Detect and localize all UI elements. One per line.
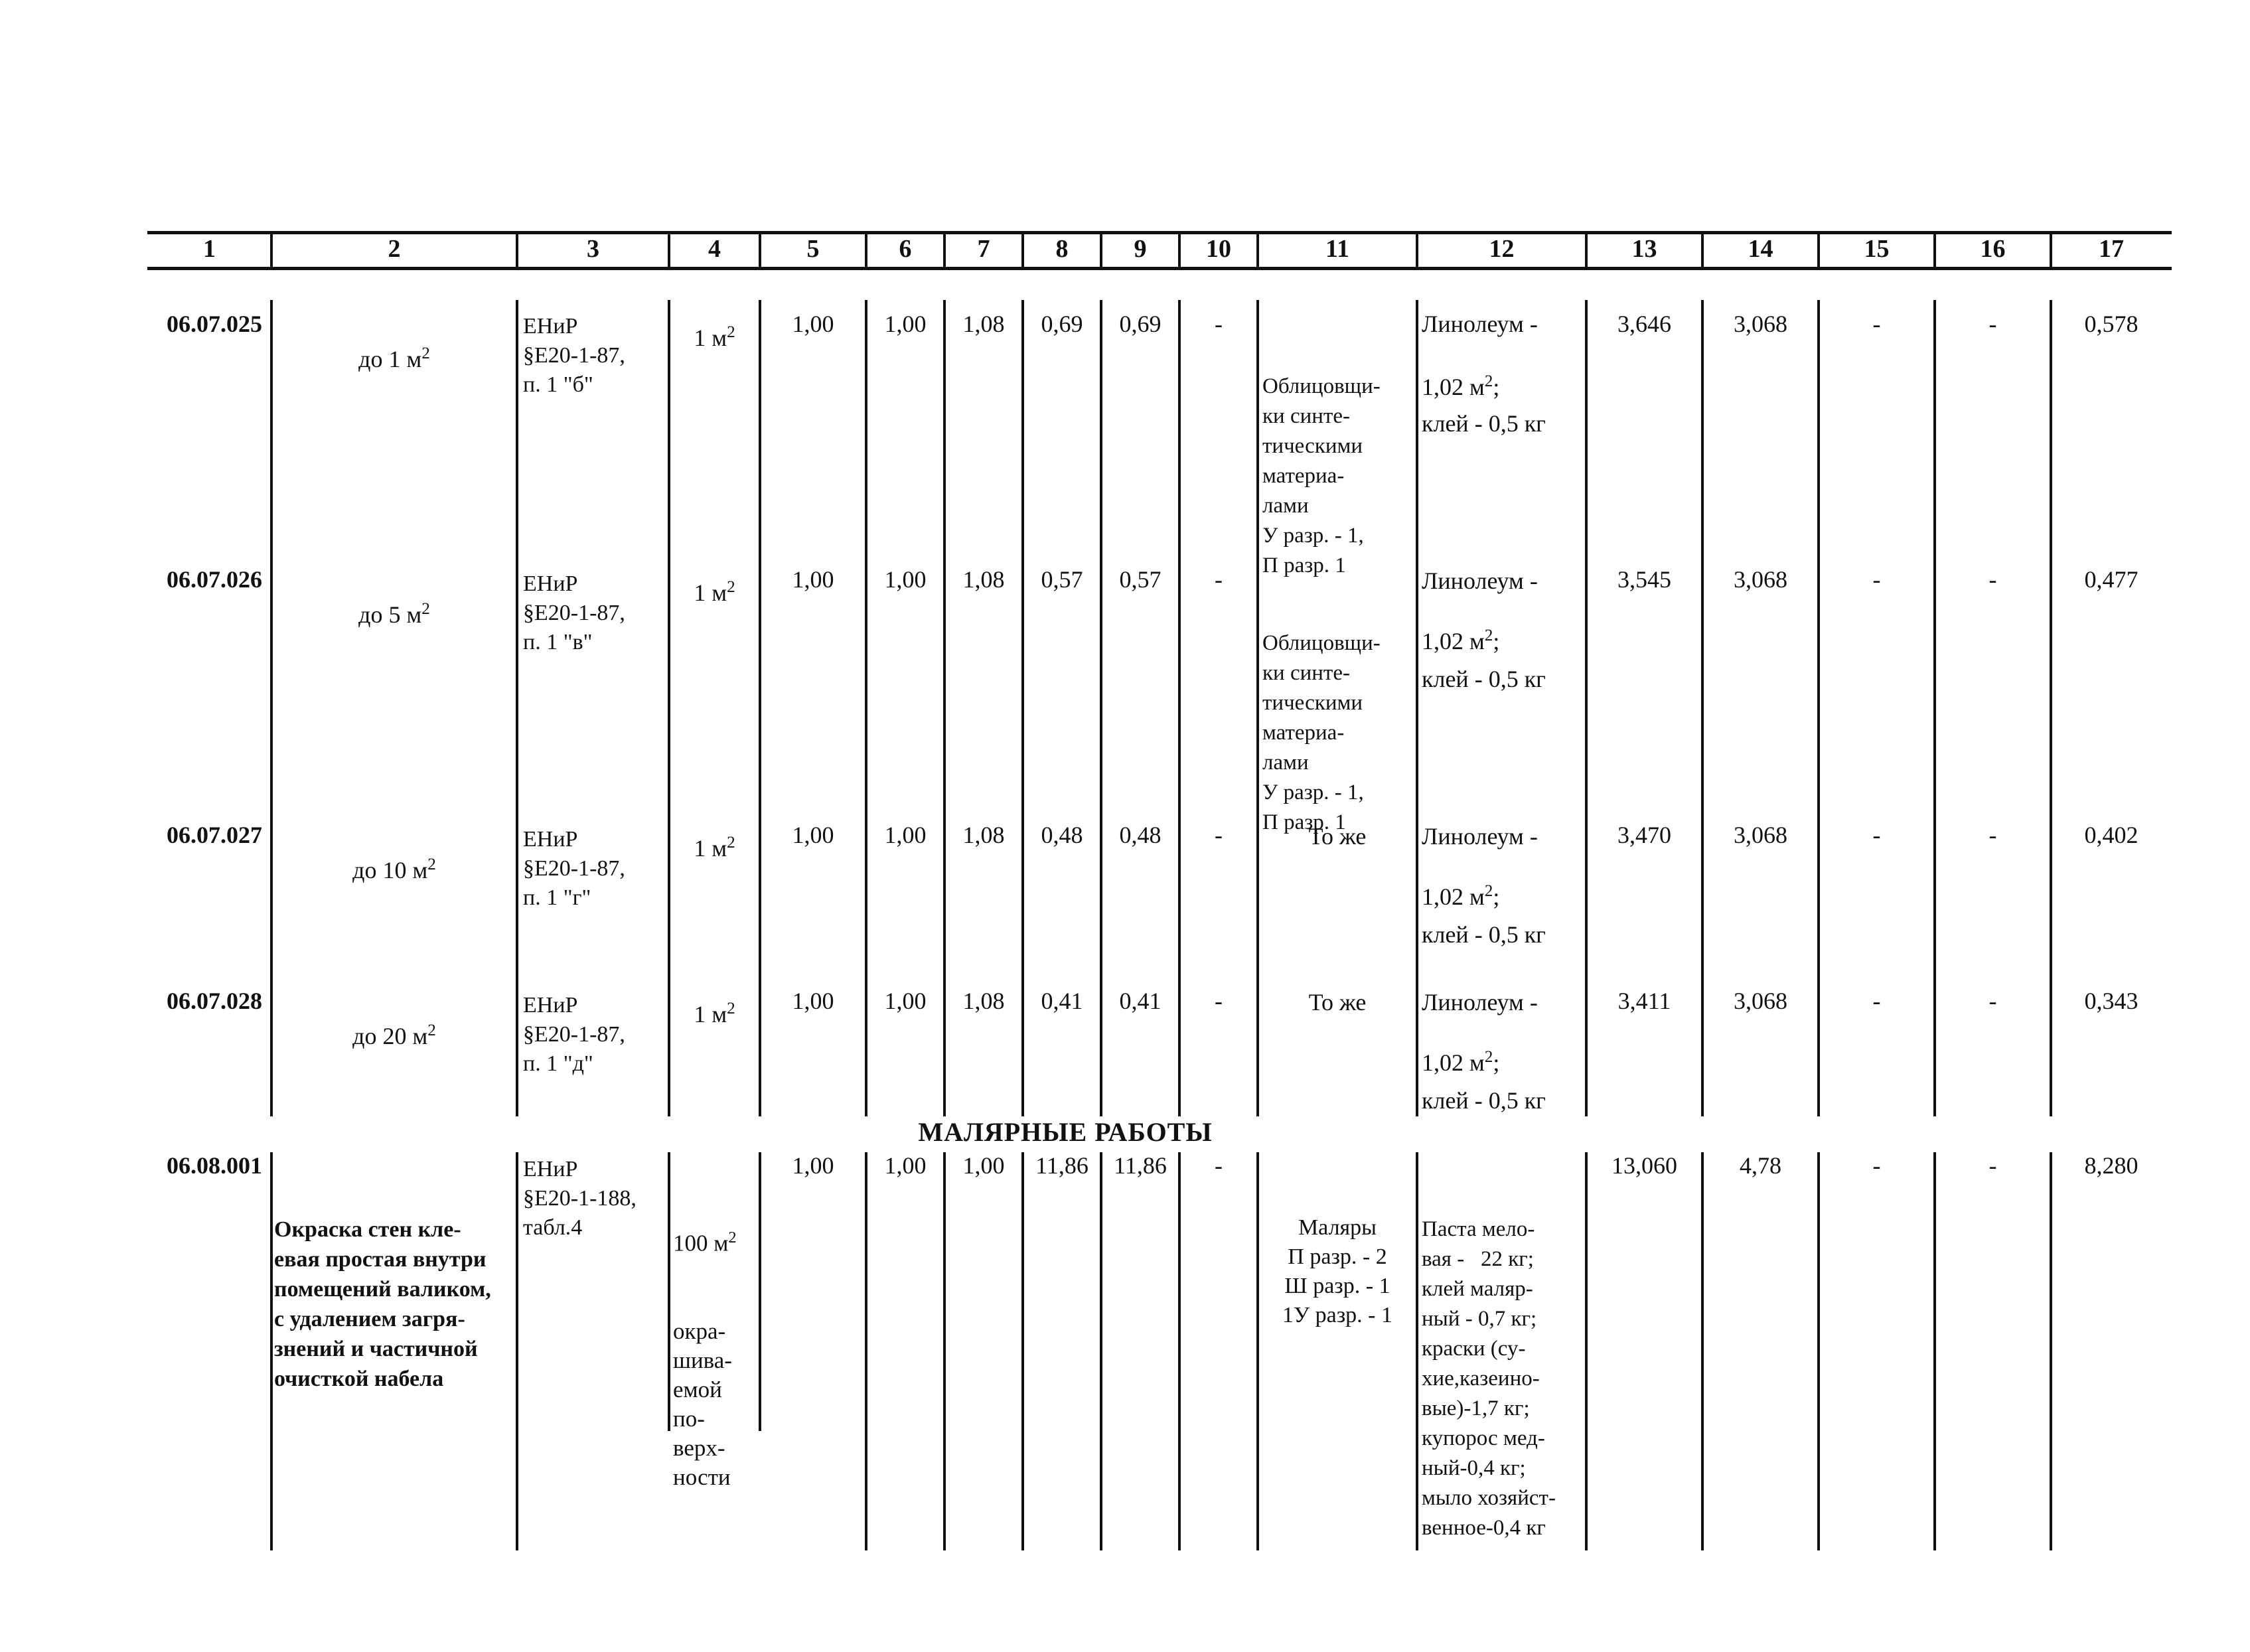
row-col-16: - bbox=[1988, 988, 1997, 1014]
row-material-c: клей - 0,5 кг bbox=[1422, 1087, 1546, 1114]
hdr-sep bbox=[1100, 232, 1102, 269]
row-material-b: 1,02 $м^2$; bbox=[1422, 627, 1500, 654]
header-col-3: 3 bbox=[587, 235, 599, 263]
row-materials: Паста мело- вая - 22 кг; клей маляр- ный - 0,7 кг; краски (су- хие,казеино- вые)-1,7 кг; купорос мед- ный-0,4 кг; мыло хозяйст- венное-0,4 кг bbox=[1422, 1217, 1556, 1540]
row-col-7: 1,08 bbox=[962, 311, 1005, 337]
row-name: Окраска стен кле- евая простая внутри помещений валиком, с удалением загря- знений и частичной очисткой набела bbox=[274, 1217, 491, 1391]
row-col-8: 0,57 bbox=[1041, 566, 1083, 593]
row-col-14: 3,068 bbox=[1734, 566, 1787, 593]
header-col-16: 16 bbox=[1980, 235, 2006, 263]
row-material-a: Линолеум - bbox=[1422, 823, 1538, 850]
header-col-14: 14 bbox=[1748, 235, 1773, 263]
row-material-c: клей - 0,5 кг bbox=[1422, 666, 1546, 692]
col-sep bbox=[1933, 1152, 1936, 1550]
row-col-15: - bbox=[1872, 311, 1881, 337]
row-material-b: 1,02 $м^2$; bbox=[1422, 372, 1500, 400]
row-col-9: 0,41 bbox=[1119, 988, 1162, 1014]
row-col-5: 1,00 bbox=[792, 311, 834, 337]
row-col-15: - bbox=[1872, 1152, 1881, 1179]
row-unit: 1 $м^2$ bbox=[694, 834, 735, 862]
header-col-8: 8 bbox=[1055, 235, 1069, 263]
row-material-b: 1,02 $м^2$; bbox=[1422, 882, 1500, 910]
row-norm: ЕНиР §Е20-1-188, табл.4 bbox=[523, 1157, 637, 1240]
col-sep bbox=[516, 300, 518, 1116]
row-col-6: 1,00 bbox=[884, 988, 927, 1014]
row-col-8: 0,41 bbox=[1041, 988, 1083, 1014]
row-col-8: 11,86 bbox=[1035, 1152, 1088, 1179]
row-col-5: 1,00 bbox=[792, 988, 834, 1014]
row-col-14: 3,068 bbox=[1734, 311, 1787, 337]
row-col-14: 4,78 bbox=[1740, 1152, 1781, 1179]
header-bottom-rule bbox=[147, 267, 2172, 270]
row-name: до 10 $м^2$ bbox=[352, 856, 436, 883]
row-material-a: Линолеум - bbox=[1422, 989, 1538, 1015]
row-code: 06.07.027 bbox=[167, 822, 262, 848]
row-col-13: 3,646 bbox=[1617, 311, 1671, 337]
row-material-c: клей - 0,5 кг bbox=[1422, 921, 1546, 948]
header-col-10: 10 bbox=[1206, 235, 1231, 263]
row-col-15: - bbox=[1872, 566, 1881, 593]
row-norm: ЕНиР §Е20-1-87, п. 1 "б" bbox=[523, 314, 625, 397]
hdr-sep bbox=[270, 232, 273, 269]
row-code: 06.08.001 bbox=[167, 1152, 262, 1179]
row-col-13: 3,545 bbox=[1617, 566, 1671, 593]
header-col-6: 6 bbox=[899, 235, 912, 263]
row-material-b: 1,02 $м^2$; bbox=[1422, 1048, 1500, 1076]
row-col-9: 11,86 bbox=[1114, 1152, 1167, 1179]
header-col-11: 11 bbox=[1325, 235, 1349, 263]
row-name: до 20 $м^2$ bbox=[352, 1021, 436, 1049]
header-col-17: 17 bbox=[2099, 235, 2124, 263]
header-col-9: 9 bbox=[1134, 235, 1147, 263]
hdr-sep bbox=[1585, 232, 1588, 269]
row-col-7: 1,00 bbox=[962, 1152, 1005, 1179]
header-col-7: 7 bbox=[977, 235, 990, 263]
row-col-17: 0,477 bbox=[2084, 566, 2138, 593]
row-name: до 5 $м^2$ bbox=[358, 600, 430, 628]
header-col-12: 12 bbox=[1489, 235, 1515, 263]
hdr-sep bbox=[1021, 232, 1024, 269]
hdr-sep bbox=[1178, 232, 1181, 269]
row-col-10: - bbox=[1215, 988, 1223, 1014]
hdr-sep bbox=[2050, 232, 2052, 269]
row-col-14: 3,068 bbox=[1734, 822, 1787, 848]
row-col-6: 1,00 bbox=[884, 566, 927, 593]
row-col-7: 1,08 bbox=[962, 822, 1005, 848]
row-material-a: Линолеум - bbox=[1422, 567, 1538, 594]
row-col-15: - bbox=[1872, 988, 1881, 1014]
hdr-sep bbox=[943, 232, 946, 269]
row-workers: Облицовщи- ки синте- тическими материа- лами У разр. - 1, П разр. 1 bbox=[1262, 374, 1381, 577]
hdr-sep bbox=[1416, 232, 1418, 269]
row-col-17: 0,578 bbox=[2084, 311, 2138, 337]
row-code: 06.07.028 bbox=[167, 988, 262, 1014]
row-col-14: 3,068 bbox=[1734, 988, 1787, 1014]
row-norm: ЕНиР §Е20-1-87, п. 1 "г" bbox=[523, 827, 625, 910]
row-col-9: 0,69 bbox=[1119, 311, 1162, 337]
row-col-5: 1,00 bbox=[792, 1152, 834, 1179]
row-code: 06.07.025 bbox=[167, 311, 262, 337]
row-col-15: - bbox=[1872, 822, 1881, 848]
col-sep bbox=[759, 1152, 761, 1431]
col-sep bbox=[1817, 1152, 1820, 1550]
row-col-6: 1,00 bbox=[884, 822, 927, 848]
hdr-sep bbox=[1933, 232, 1936, 269]
header-col-13: 13 bbox=[1631, 235, 1657, 263]
row-col-10: - bbox=[1215, 1152, 1223, 1179]
row-col-6: 1,00 bbox=[884, 311, 927, 337]
row-col-9: 0,48 bbox=[1119, 822, 1162, 848]
hdr-sep bbox=[516, 232, 518, 269]
hdr-sep bbox=[1701, 232, 1704, 269]
row-col-10: - bbox=[1215, 566, 1223, 593]
hdr-sep bbox=[1817, 232, 1820, 269]
header-col-4: 4 bbox=[708, 235, 721, 263]
col-sep bbox=[270, 1152, 273, 1550]
header-col-15: 15 bbox=[1864, 235, 1890, 263]
row-col-16: - bbox=[1988, 566, 1997, 593]
row-col-9: 0,57 bbox=[1119, 566, 1162, 593]
row-col-5: 1,00 bbox=[792, 822, 834, 848]
section-title: МАЛЯРНЫЕ РАБОТЫ bbox=[918, 1117, 1213, 1147]
row-workers-same: То же bbox=[1308, 823, 1367, 850]
row-col-10: - bbox=[1215, 822, 1223, 848]
col-sep bbox=[516, 1152, 518, 1550]
row-unit: 1 $м^2$ bbox=[694, 323, 735, 351]
row-unit: 1 $м^2$ bbox=[694, 578, 735, 606]
row-col-5: 1,00 bbox=[792, 566, 834, 593]
row-workers: Маляры П разр. - 2 Ш разр. - 1 1У разр. - 1 bbox=[1282, 1215, 1392, 1327]
row-col-17: 0,402 bbox=[2084, 822, 2138, 848]
row-name: до 1 $м^2$ bbox=[358, 344, 430, 372]
row-col-16: - bbox=[1988, 311, 1997, 337]
col-sep bbox=[943, 1152, 946, 1550]
col-sep bbox=[1585, 1152, 1588, 1550]
row-col-7: 1,08 bbox=[962, 988, 1005, 1014]
row-col-6: 1,00 bbox=[884, 1152, 927, 1179]
row-norm: ЕНиР §Е20-1-87, п. 1 "в" bbox=[523, 571, 625, 654]
row-workers: Облицовщи- ки синте- тическими материа- лами У разр. - 1, П разр. 1 bbox=[1262, 631, 1381, 834]
row-col-17: 0,343 bbox=[2084, 988, 2138, 1014]
col-sep bbox=[668, 1152, 670, 1431]
header-col-1: 1 bbox=[203, 235, 216, 263]
hdr-sep bbox=[668, 232, 670, 269]
row-col-16: - bbox=[1988, 822, 1997, 848]
row-col-16: - bbox=[1988, 1152, 1997, 1179]
row-col-13: 13,060 bbox=[1612, 1152, 1677, 1179]
row-col-8: 0,69 bbox=[1041, 311, 1083, 337]
row-material-a: Линолеум - bbox=[1422, 311, 1538, 337]
col-sep bbox=[668, 300, 670, 1116]
col-sep bbox=[865, 1152, 867, 1550]
row-unit: 100 $м^2$ окра- шива- емой по- верх- ности bbox=[673, 1229, 737, 1490]
row-col-13: 3,411 bbox=[1617, 988, 1671, 1014]
row-col-7: 1,08 bbox=[962, 566, 1005, 593]
row-unit: 1 $м^2$ bbox=[694, 1000, 735, 1027]
hdr-sep bbox=[865, 232, 867, 269]
col-sep bbox=[1701, 1152, 1704, 1550]
row-col-13: 3,470 bbox=[1617, 822, 1671, 848]
col-sep bbox=[2050, 1152, 2052, 1550]
row-workers-same: То же bbox=[1308, 989, 1367, 1015]
hdr-sep bbox=[1256, 232, 1259, 269]
row-col-17: 8,280 bbox=[2084, 1152, 2138, 1179]
col-sep bbox=[270, 300, 273, 1116]
row-material-c: клей - 0,5 кг bbox=[1422, 410, 1546, 437]
row-col-10: - bbox=[1215, 311, 1223, 337]
col-sep bbox=[1178, 1152, 1181, 1550]
hdr-sep bbox=[759, 232, 761, 269]
header-col-2: 2 bbox=[388, 235, 401, 263]
row-code: 06.07.026 bbox=[167, 566, 262, 593]
header-col-5: 5 bbox=[806, 235, 820, 263]
table-top-rule bbox=[147, 231, 2172, 234]
row-col-8: 0,48 bbox=[1041, 822, 1083, 848]
col-sep bbox=[1100, 1152, 1102, 1550]
col-sep bbox=[1021, 1152, 1024, 1550]
row-norm: ЕНиР §Е20-1-87, п. 1 "д" bbox=[523, 993, 625, 1076]
